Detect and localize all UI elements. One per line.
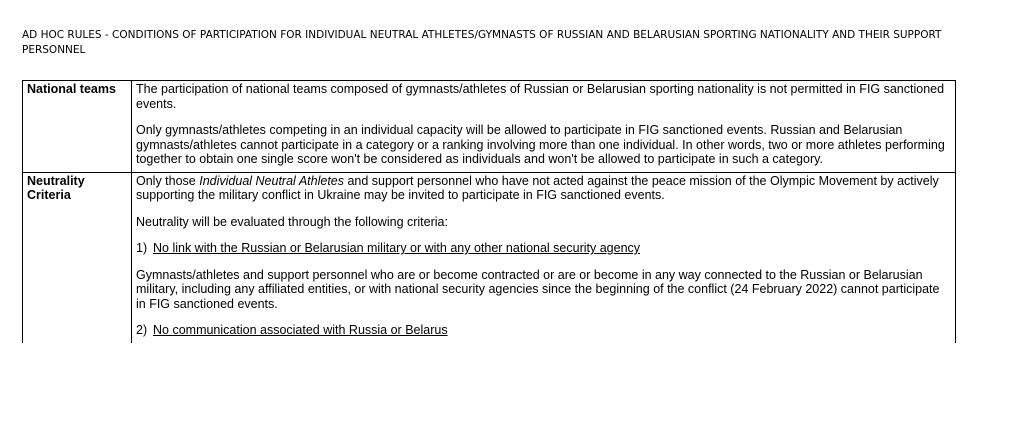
criterion-2-heading-text: No communication associated with Russia or Belarus	[153, 323, 448, 337]
intro-text-end: and support personnel who have not acted against the peace mission of the Olympic Movement by actively supporting the military conflict in Ukraine may be invited to participate in FIG sanctioned events.	[136, 173, 939, 202]
criterion-2-number: 2)	[136, 323, 148, 337]
rules-table	[22, 80, 956, 343]
row-content-national-teams	[132, 81, 956, 173]
neutrality-intro-paragraph	[136, 174, 951, 203]
row-label-national-teams: National teams	[23, 81, 132, 173]
criterion-1-number: 1)	[136, 241, 148, 255]
row-label-neutrality-criteria: Neutrality Criteria	[23, 172, 132, 343]
document-title: AD HOC RULES - CONDITIONS OF PARTICIPATION FOR INDIVIDUAL NEUTRAL ATHLETES/GYMNASTS OF RUSSIAN AND BELARUSIAN SPORTING NATIONALITY AND THEIR SUPPORT PERSONNEL	[22, 29, 942, 56]
criterion-2-heading	[136, 323, 951, 338]
paragraph: Only gymnasts/athletes competing in an individual capacity will be allowed to participate in FIG sanctioned events. Russian and Belarusian gymnasts/athletes cannot participate in a category or a ranking involving more than one individual. In other words, two or more athletes performing together to obtain one single score won't be considered as individuals and won't be allowed to participate in such a category.	[136, 123, 945, 166]
paragraph: The participation of national teams composed of gymnasts/athletes of Russian or Belarusian sporting nationality is not permitted in FIG sanctioned events.	[136, 82, 945, 111]
table-row-neutrality-criteria	[23, 172, 956, 343]
row-content-neutrality-criteria	[132, 172, 956, 343]
criterion-1-heading	[136, 241, 951, 256]
intro-text-start: Only those	[136, 173, 200, 188]
criterion-1-heading-text: No link with the Russian or Belarusian military or with any other national security agency	[153, 241, 641, 255]
criteria-intro: Neutrality will be evaluated through the following criteria:	[136, 214, 448, 229]
table-row-national-teams	[23, 81, 956, 173]
criterion-1-text: Gymnasts/athletes and support personnel who are or become contracted or are or become in any way connected to the Russian or Belarusian military, including any affiliated entities, or with national security agencies since the beginning of the conflict (24 February 2022) cannot participate in FIG sanctioned events.	[136, 267, 940, 311]
intro-text-italic: Individual Neutral Athletes	[199, 173, 344, 188]
